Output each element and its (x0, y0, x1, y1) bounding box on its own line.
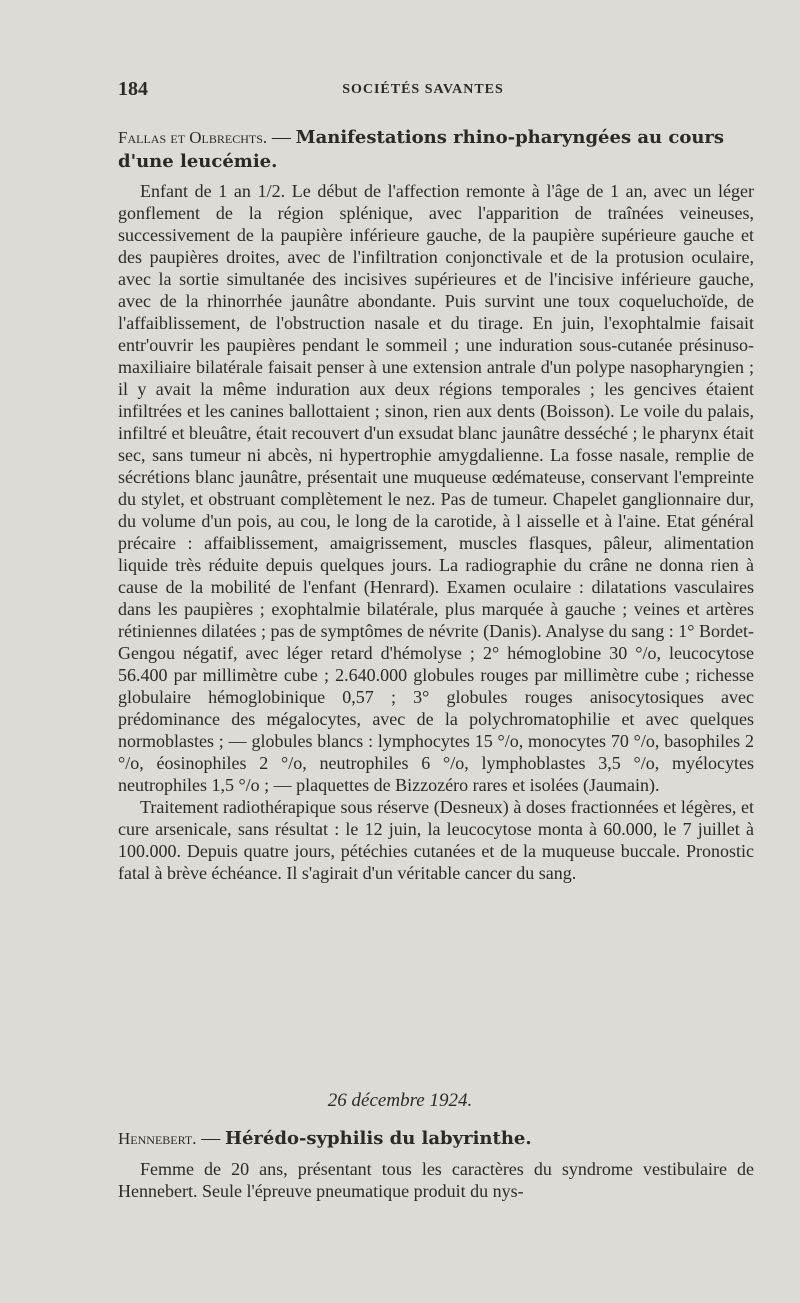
article1-title: Manifestations rhino-pharyngées au cours d'une leucémie. (118, 127, 725, 172)
article2-body (118, 1158, 754, 1202)
session-date: 26 décembre 1924. (327, 1090, 473, 1111)
page-header (118, 78, 728, 102)
article1-paragraph-1: Enfant de 1 an 1/2. Le début de l'affection remonte à l'âge de 1 an, avec un léger gonflement de la région splénique, avec l'apparition de traînées veineuses, successivement de la paupière inférieure gauche, de la paupière supérieure gauche et des paupières droites, avec de l'infiltration conjonctivale et de la protusion oculaire, avec la sortie simultanée des incisives supérieures et de l'incisive inférieure gauche, avec de la rhinorrhée jaunâtre abondante. Puis survint une toux coqueluchoïde, de l'affaiblissement, de l'obstruction nasale et du tirage. En juin, l'exophtalmie faisait entr'ouvrir les paupières pendant le sommeil ; une induration sous-cutanée présinuso-maxiliaire bilatérale faisait penser à une extension antrale d'un polype nasopharyngien ; il y avait la même induration aux deux régions temporales ; les gencives étaient infiltrées et les canines ballottaient ; sinon, rien aux dents (Boisson). Le voile du palais, infiltré et bleuâtre, était recouvert d'un exsudat blanc jaunâtre desséché ; le pharynx était sec, sans tumeur ni abcès, ni hypertrophie amygdalienne. La fosse nasale, remplie de sécrétions blanc jaunâtre, présentait une muqueuse œdémateuse, conservant l'empreinte du stylet, et obstruant complètement le nez. Pas de tumeur. Chapelet ganglionnaire dur, du volume d'un pois, au cou, le long de la carotide, à l aisselle et à l'aine. Etat général précaire : affaiblissement, amaigrissement, muscles flasques, pâleur, alimentation liquide très réduite depuis quelques jours. La radiographie du crâne ne donna rien à cause de la mobilité de l'enfant (Henrard). Examen oculaire : dilatations vasculaires dans les paupières ; exophtalmie bilatérale, plus marquée à gauche ; veines et artères rétiniennes dilatées ; pas de symptômes de névrite (Danis). Analyse du sang : 1° Bordet-Gengou négatif, avec léger retard d'hémolyse ; 2° hémoglobine 30 °/o, leucocytose 56.400 par millimètre cube ; 2.640.000 globules rouges par millimètre cube ; richesse globulaire hémoglobinique 0,57 ; 3° globules rouges anisocytosiques avec prédominance des mégalocytes, avec de la polychromatophilie et avec quelques normoblastes ; — globules blancs : lymphocytes 15 °/o, monocytes 70 °/o, basophiles 2 °/o, éosinophiles 2 °/o, neutrophiles 6 °/o, lymphoblastes 3,5 °/o, myélocytes neutrophiles 1,5 °/o ; — plaquettes de Bizzozéro rares et isolées (Jaumain). (118, 181, 754, 795)
article1-paragraph-2: Traitement radiothérapique sous réserve (Desneux) à doses fractionnées et légères, et cure arsenicale, sans résultat : le 12 juin, la leucocytose monta à 60.000, le 7 juillet à 100.000. Depuis quatre jours, pétéchies cutanées et de la muqueuse buccale. Pronostic fatal à brève échéance. Il s'agirait d'un véritable cancer du sang. (118, 797, 754, 883)
article2-title: Hérédo-syphilis du labyrinthe. (224, 1128, 532, 1149)
article2-separator: — (196, 1128, 225, 1149)
article1-body (118, 180, 754, 884)
article2-author: Hennebert. (118, 1129, 197, 1148)
article1-separator: — (267, 127, 296, 148)
article1-authors: Fallas et Olbrechts. (118, 128, 268, 147)
article2-paragraph-1: Femme de 20 ans, présentant tous les caractères du syndrome vestibulaire de Hennebert. Seule l'épreuve pneumatique produit du nys- (118, 1159, 754, 1201)
running-title: SOCIÉTÉS SAVANTES (342, 82, 504, 97)
article1-heading (118, 126, 754, 174)
article2-heading (118, 1127, 754, 1151)
page-number: 184 (118, 78, 148, 100)
